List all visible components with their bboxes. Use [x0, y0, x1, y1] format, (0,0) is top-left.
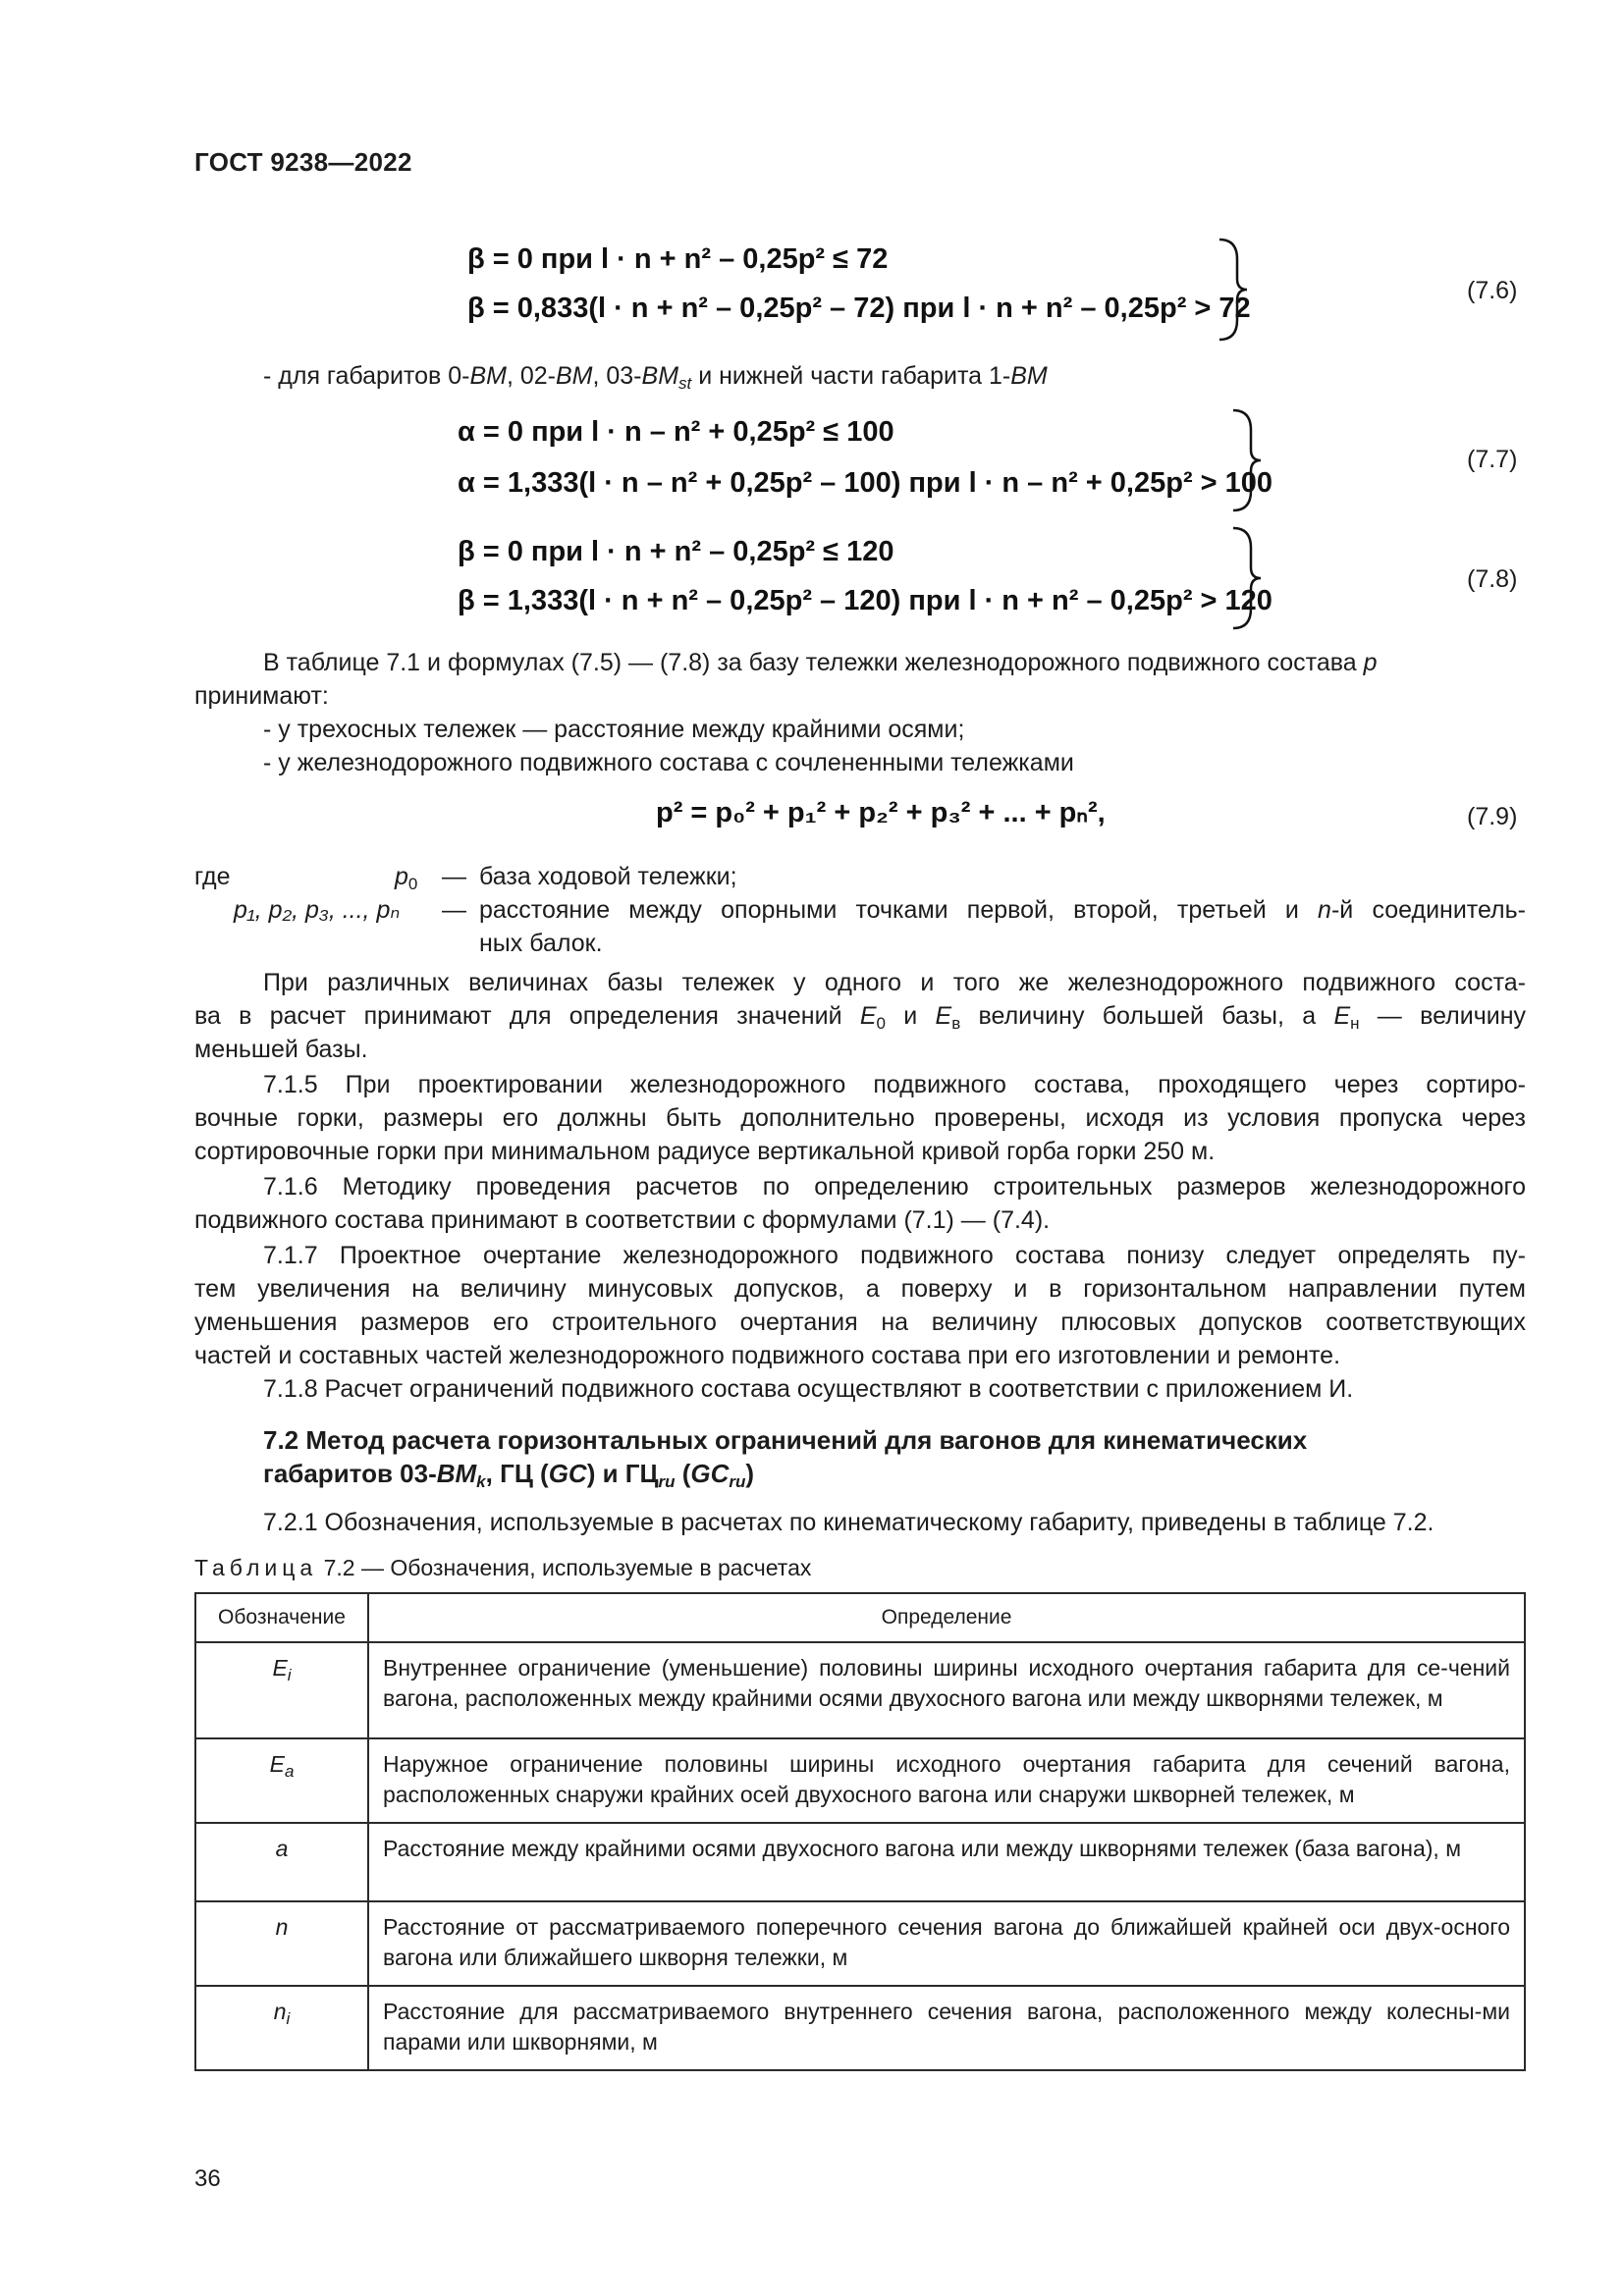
section-7-1-6-line-1: 7.1.6 Методику проведения расчетов по определению строительных размеров железнодорожного: [263, 1173, 1526, 1201]
bullet-articulated: - у железнодорожного подвижного состава с сочлененными тележками: [263, 749, 1074, 776]
brace-7-6-icon: [1214, 236, 1253, 344]
paragraph-bases-line-2: ва в расчет принимают для определения значений $Е_0$ и $Е_в$ величину большей базы, а $Е_н$ — величину: [194, 1002, 1527, 1033]
section-7-1-8: 7.1.8 Расчет ограничений подвижного состава осуществляют в соответствии с приложением И.: [263, 1375, 1354, 1403]
equation-7-7-line-2: α = 1,333(l · n – n² + 0,25p² – 100) при l · n – n² + 0,25p² > 100: [458, 467, 1273, 499]
section-7-1-7-line-3: уменьшения размеров его строительного очертания на величину плюсовых допусков соответствующих: [194, 1308, 1526, 1336]
section-7-1-7-line-1: 7.1.7 Проектное очертание железнодорожного подвижного состава понизу следует определять пу-: [263, 1242, 1526, 1269]
page-number: 36: [194, 2165, 221, 2192]
paragraph-base-line-2: принимают:: [194, 682, 329, 710]
cell-definition: Расстояние между крайними осями двухосного вагона или между шкворнями тележек (база вагона), м: [368, 1823, 1525, 1901]
section-7-1-5-line-1: 7.1.5 При проектировании железнодорожного подвижного состава, проходящего через сортиро-: [263, 1071, 1526, 1098]
brace-7-8-icon: [1227, 524, 1267, 632]
section-7-2-heading-line-2: габаритов $03-ВМ_k$, ГЦ (GC) и $ГЦ_{ru}$ $(GC_{ru})$: [263, 1459, 755, 1491]
cell-definition: Внутреннее ограничение (уменьшение) половины ширины исходного очертания габарита для се-чений вагона, расположенных между крайними осями двухосного вагона или между шкворнями тележек, м: [368, 1642, 1525, 1738]
column-header-definition: Определение: [368, 1593, 1525, 1642]
column-header-symbol: Обозначение: [195, 1593, 368, 1642]
cell-definition: Наружное ограничение половины ширины исходного очертания габарита для сечений вагона, расположенных снаружи крайних осей двухосного вагона или снаружи шкворней тележек, м: [368, 1738, 1525, 1823]
equation-number-7-8: (7.8): [1467, 565, 1518, 593]
table-row: [195, 1823, 1525, 1901]
equation-number-7-7: (7.7): [1467, 446, 1518, 473]
where-pn-text: расстояние между опорными точками первой, второй, третьей и n-й соединитель-: [479, 896, 1526, 924]
table-row: [195, 1642, 1525, 1738]
where-pn-symbols: р₁, р₂, р₃, ..., рₙ: [234, 896, 401, 924]
table-header-row: [195, 1593, 1525, 1642]
where-p0-symbol: $р_0$: [395, 863, 418, 893]
section-7-1-7-line-4: частей и составных частей железнодорожного подвижного состава при его изготовлении и ремонте.: [194, 1342, 1341, 1369]
cell-symbol: a: [195, 1823, 368, 1901]
section-7-1-5-line-2: вочные горки, размеры его должны быть дополнительно проверены, исходя из условия пропуска через: [194, 1104, 1526, 1132]
cell-symbol: $E_i$: [195, 1642, 368, 1738]
section-7-2-heading-line-1: 7.2 Метод расчета горизонтальных ограничений для вагонов для кинематических: [263, 1425, 1308, 1455]
equation-number-7-9: (7.9): [1467, 803, 1518, 830]
gabarit-note: - для габаритов 0-ВМ, 02-ВМ, $03-ВМ_{st}$ и нижней части габарита 1-ВМ: [263, 362, 1048, 393]
equation-7-7-line-1: α = 0 при l · n – n² + 0,25p² ≤ 100: [458, 416, 894, 448]
where-p0-text: база ходовой тележки;: [479, 863, 737, 890]
brace-7-7-icon: [1227, 406, 1267, 514]
where-p0-dash: —: [442, 863, 466, 890]
where-pn-dash: —: [442, 896, 466, 924]
cell-definition: Расстояние от рассматриваемого поперечного сечения вагона до ближайшей крайней оси двух-осного вагона или ближайшего шкворня тележки, м: [368, 1901, 1525, 1986]
equation-7-6-line-1: β = 0 при l · n + n² – 0,25p² ≤ 72: [467, 243, 889, 275]
equation-7-8-line-2: β = 1,333(l · n + n² – 0,25p² – 120) при l · n + n² – 0,25p² > 120: [458, 585, 1272, 616]
table-caption: Таблица 7.2 — Обозначения, используемые в расчетах: [194, 1555, 812, 1580]
section-7-2-1: 7.2.1 Обозначения, используемые в расчетах по кинематическому габариту, приведены в таблице 7.2.: [263, 1509, 1435, 1536]
table-row: [195, 1986, 1525, 2070]
equation-7-9: p² = p₀² + p₁² + p₂² + p₃² + ... + pₙ²,: [656, 797, 1106, 828]
section-7-1-5-line-3: сортировочные горки при минимальном радиусе вертикальной кривой горба горки 250 м.: [194, 1138, 1216, 1165]
cell-definition: Расстояние для рассматриваемого внутреннего сечения вагона, расположенного между колесны-ми парами или шкворнями, м: [368, 1986, 1525, 2070]
paragraph-base-line-1: В таблице 7.1 и формулах (7.5) — (7.8) за базу тележки железнодорожного подвижного состава р: [263, 649, 1378, 676]
table-7-2: [194, 1592, 1526, 2071]
table-row: [195, 1738, 1525, 1823]
cell-symbol: $E_a$: [195, 1738, 368, 1823]
paragraph-bases-line-1: При различных величинах базы тележек у одного и того же железнодорожного подвижного соста-: [263, 969, 1526, 996]
cell-symbol: $n_i$: [195, 1986, 368, 2070]
document-header: ГОСТ 9238—2022: [194, 147, 412, 177]
equation-7-8-line-1: β = 0 при l · n + n² – 0,25p² ≤ 120: [458, 536, 894, 567]
section-7-1-7-line-2: тем увеличения на величину минусовых допусков, а поверху и в горизонтальном направлении путем: [194, 1275, 1526, 1303]
where-label: где: [194, 863, 231, 890]
cell-symbol: n: [195, 1901, 368, 1986]
equation-number-7-6: (7.6): [1467, 277, 1518, 304]
paragraph-bases-line-3: меньшей базы.: [194, 1036, 368, 1063]
section-7-1-6-line-2: подвижного состава принимают в соответствии с формулами (7.1) — (7.4).: [194, 1206, 1051, 1234]
equation-7-6-line-2: β = 0,833(l · n + n² – 0,25p² – 72) при l · n + n² – 0,25p² > 72: [467, 293, 1251, 324]
bullet-three-axle: - у трехосных тележек — расстояние между крайними осями;: [263, 716, 965, 743]
where-pn-text-cont: ных балок.: [479, 930, 603, 957]
table-row: [195, 1901, 1525, 1986]
